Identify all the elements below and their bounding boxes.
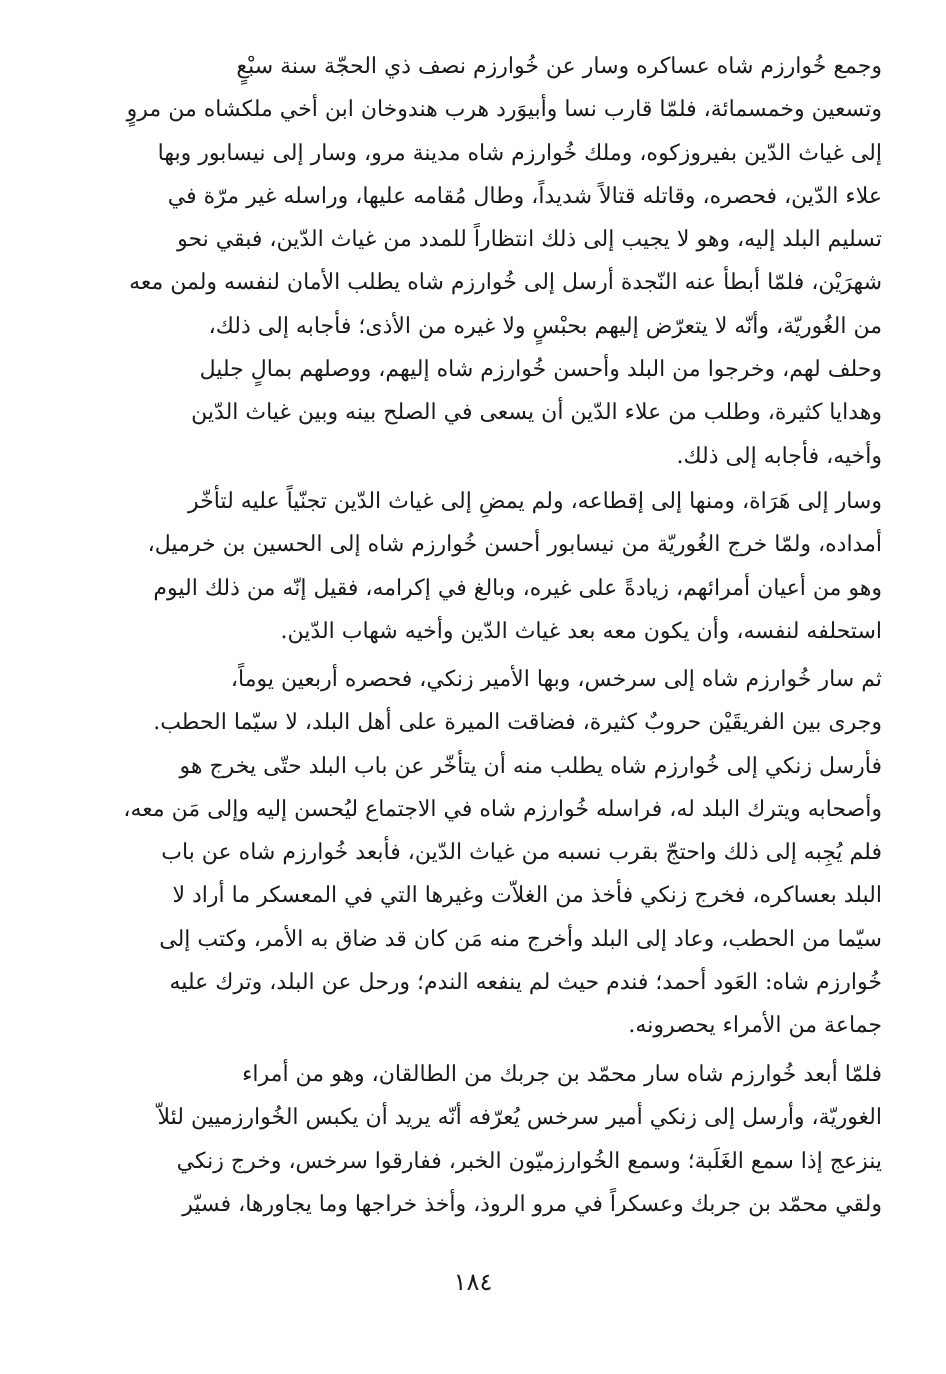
text-line: وتسعين وخمسمائة، فلمّا قارب نسا وأبيوَرد هرب هندوخان ابن أخي ملكشاه من مروٍ bbox=[126, 97, 882, 123]
text-line: استحلفه لنفسه، وأن يكون معه بعد غياث الدّين وأخيه شهاب الدّين. bbox=[280, 618, 882, 644]
text-line: وجرى بين الفريقَيْن حروبٌ كثيرة، فضاقت الميرة على أهل البلد، لا سيّما الحطب. bbox=[153, 710, 882, 736]
text-line: إلى غياث الدّين بفيروزكوه، وملك خُوارزم شاه مدينة مرو، وسار إلى نيسابور وبها bbox=[157, 140, 882, 166]
text-line: وهو من أعيان أمرائهم، زيادةً على غيره، وبالغ في إكرامه، فقيل إنّه من ذلك اليوم bbox=[153, 575, 882, 601]
text-line: وأخيه، فأجابه إلى ذلك. bbox=[676, 443, 882, 469]
paragraph-2 bbox=[50, 480, 882, 653]
text-line: خُوارزم شاه: العَود أحمد؛ فندم حيث لم ينفعه الندم؛ ورحل عن البلد، وترك عليه bbox=[169, 970, 882, 996]
page-number: ١٨٤ bbox=[453, 1268, 493, 1296]
text-line: ينزعج إذا سمع الغَلَبة؛ وسمع الخُوارزميّون الخبر، ففارقوا سرخس، وخرج زنكي bbox=[176, 1148, 882, 1174]
text-line: تسليم البلد إليه، وهو لا يجيب إلى ذلك انتظاراً للمدد من غياث الدّين، فبقي نحو bbox=[177, 227, 882, 253]
text-line: البلد بعساكره، فخرج زنكي فأخذ من الغلاّت وغيرها التي في المعسكر ما أراد لا bbox=[172, 883, 882, 909]
text-line: ولقي محمّد بن جربك وعسكراً في مرو الروذ، وأخذ خراجها وما يجاورها، فسيّر bbox=[182, 1191, 882, 1217]
text-line: وأصحابه ويترك البلد له، فراسله خُوارزم شاه في الاجتماع ليُحسن إليه وإلى مَن معه، bbox=[123, 796, 882, 822]
text-line: وحلف لهم، وخرجوا من البلد وأحسن خُوارزم شاه إليهم، ووصلهم بمالٍ جليل bbox=[199, 357, 882, 383]
text-line: فلمّا أبعد خُوارزم شاه سار محمّد بن جربك من الطالقان، وهو من أمراء bbox=[242, 1062, 882, 1087]
text-line: ثم سار خُوارزم شاه إلى سرخس، وبها الأمير زنكي، فحصره أربعين يوماً، bbox=[230, 667, 882, 692]
text-line: جماعة من الأمراء يحصرونه. bbox=[628, 1013, 882, 1039]
text-line: أمداده، ولمّا خرج الغُوريّة من نيسابور أحسن خُوارزم شاه إلى الحسين بن خرميل، bbox=[147, 532, 882, 558]
text-line: فأرسل زنكي إلى خُوارزم شاه يطلب منه أن يتأخّر عن باب البلد حتّى يخرج هو bbox=[179, 753, 882, 779]
paragraph-3 bbox=[50, 658, 882, 1048]
text-line: من الغُوريّة، وأنّه لا يتعرّض إليهم بحبْسٍ ولا غيره من الأذى؛ فأجابه إلى ذلك، bbox=[208, 313, 882, 339]
paragraph-4 bbox=[50, 1053, 882, 1226]
text-line: سيّما من الحطب، وعاد إلى البلد وأخرج منه مَن كان قد ضاق به الأمر، وكتب إلى bbox=[159, 926, 882, 952]
text-line: فلم يُجِبه إلى ذلك واحتجّ بقرب نسبه من غياث الدّين، فأبعد خُوارزم شاه عن باب bbox=[161, 840, 882, 866]
text-line: وجمع خُوارزم شاه عساكره وسار عن خُوارزم نصف ذي الحجّة سنة سبْعٍ bbox=[236, 54, 882, 79]
text-line: وهدايا كثيرة، وطلب من علاء الدّين أن يسعى في الصلح بينه وبين غياث الدّين bbox=[191, 400, 882, 426]
text-line: وسار إلى هَرَاة، ومنها إلى إقطاعه، ولم يمضِ إلى غياث الدّين تجنّياً عليه لتأخّر bbox=[187, 489, 882, 514]
text-line: الغوريّة، وأرسل إلى زنكي أمير سرخس يُعرّفه أنّه يريد أن يكبس الخُوارزميين لئلاّ bbox=[157, 1105, 882, 1131]
text-line: علاء الدّين، فحصره، وقاتله قتالاً شديداً، وطال مُقامه عليها، وراسله غير مرّة في bbox=[167, 183, 882, 209]
paragraph-1 bbox=[50, 45, 882, 478]
text-line: شهرَيْن، فلمّا أبطأ عنه النّجدة أرسل إلى خُوارزم شاه يطلب الأمان لنفسه ولمن معه bbox=[129, 270, 882, 296]
